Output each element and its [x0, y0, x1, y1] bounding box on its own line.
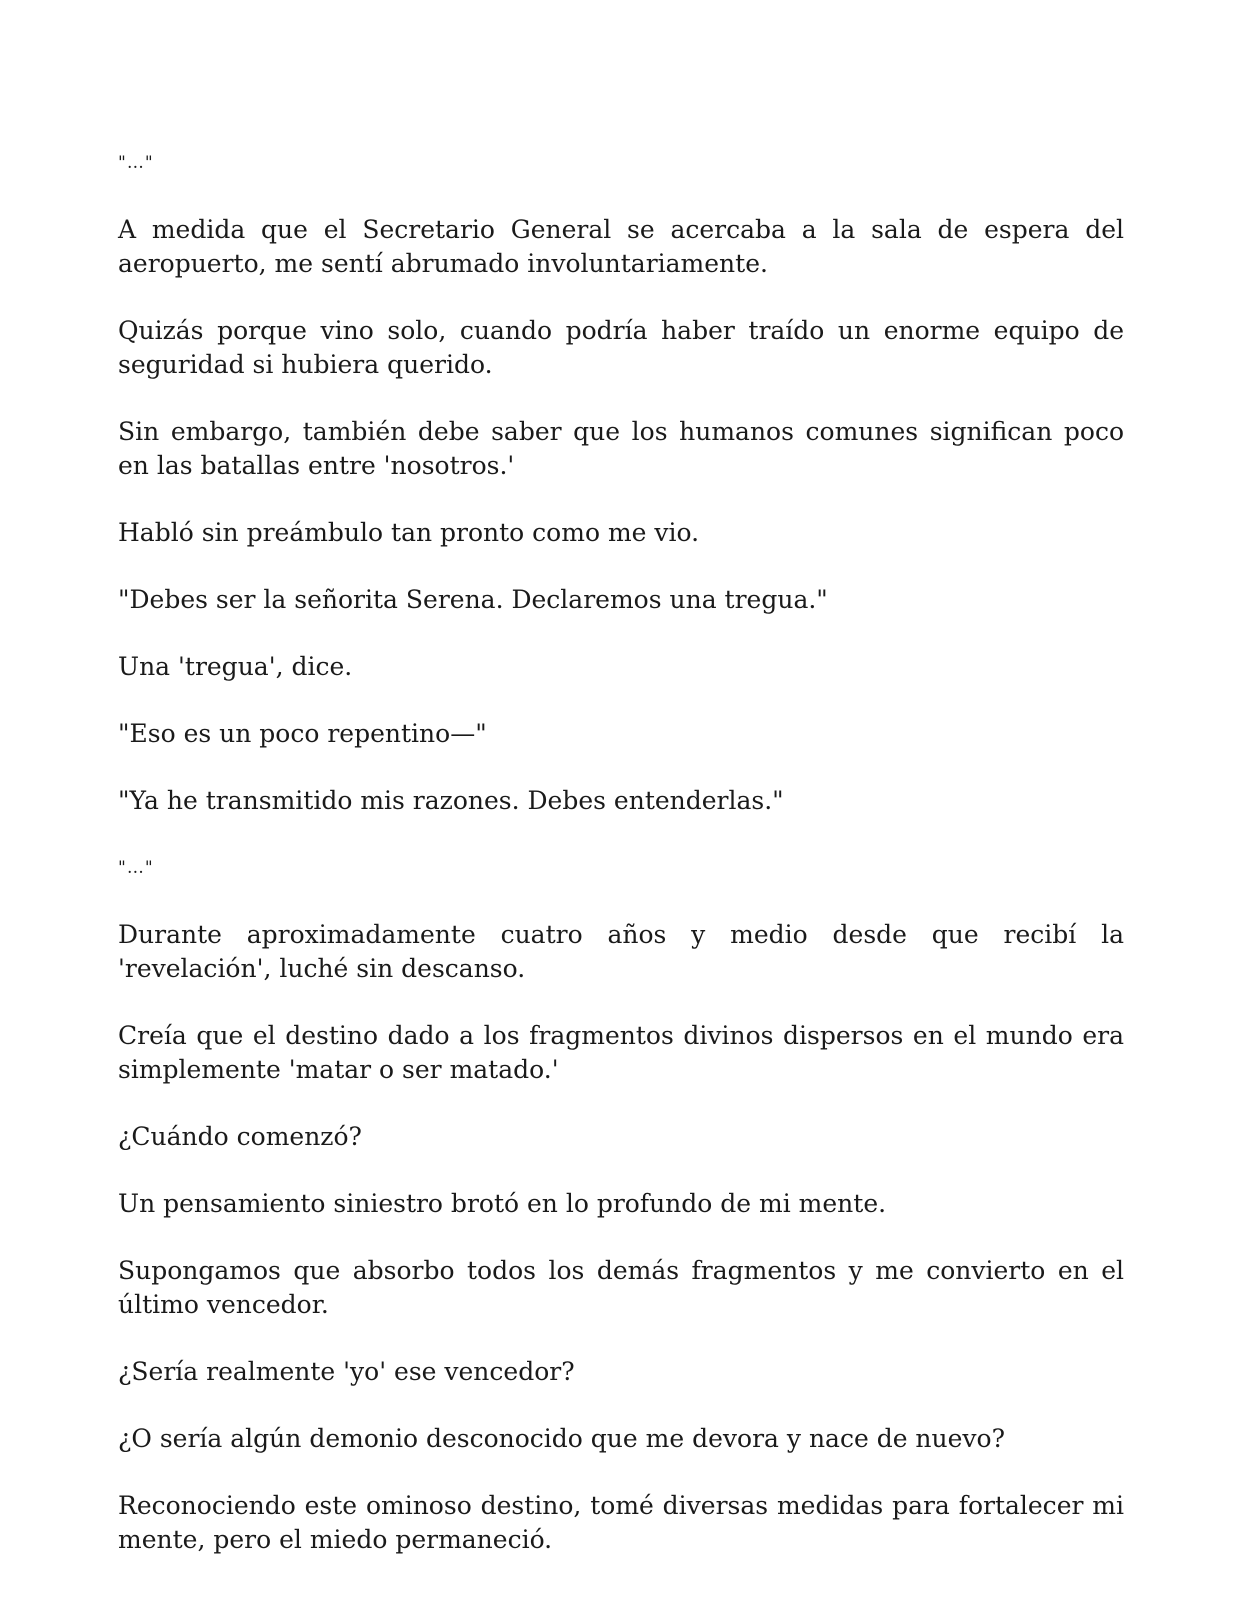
paragraph: "Debes ser la señorita Serena. Declaremos una tregua."	[118, 585, 828, 614]
paragraph: Durante aproximadamente cuatro años y medio desde que recibí la 'revelación', luché sin descanso.	[118, 920, 1124, 983]
paragraph: Habló sin preámbulo tan pronto como me vio.	[118, 518, 700, 547]
paragraph: A medida que el Secretario General se acercaba a la sala de espera del aeropuerto, me sentí abrumado involuntariamente.	[118, 215, 1124, 278]
paragraph: Quizás porque vino solo, cuando podría haber traído un enorme equipo de seguridad si hubiera querido.	[118, 316, 1124, 379]
paragraph: "Eso es un poco repentino—"	[118, 719, 487, 748]
paragraph: Un pensamiento siniestro brotó en lo profundo de mi mente.	[118, 1189, 887, 1218]
paragraph: ¿Sería realmente 'yo' ese vencedor?	[118, 1357, 575, 1386]
paragraph: "Ya he transmitido mis razones. Debes entenderlas."	[118, 786, 784, 815]
paragraph: ¿O sería algún demonio desconocido que me devora y nace de nuevo?	[118, 1424, 1006, 1453]
paragraph: Supongamos que absorbo todos los demás fragmentos y me convierto en el último vencedor.	[118, 1256, 1124, 1319]
paragraph-ellipsis: "…"	[118, 858, 154, 878]
paragraph: Creía que el destino dado a los fragmentos divinos dispersos en el mundo era simplemente 'matar o ser matado.'	[118, 1021, 1124, 1084]
paragraph: Sin embargo, también debe saber que los humanos comunes significan poco en las batallas entre 'nosotros.'	[118, 417, 1124, 480]
document-body	[118, 146, 1124, 1590]
paragraph-ellipsis: "…"	[118, 153, 154, 173]
paragraph: Una 'tregua', dice.	[118, 652, 353, 681]
paragraph: Reconociendo este ominoso destino, tomé diversas medidas para fortalecer mi mente, pero el miedo permaneció.	[118, 1491, 1124, 1554]
paragraph: ¿Cuándo comenzó?	[118, 1122, 362, 1151]
